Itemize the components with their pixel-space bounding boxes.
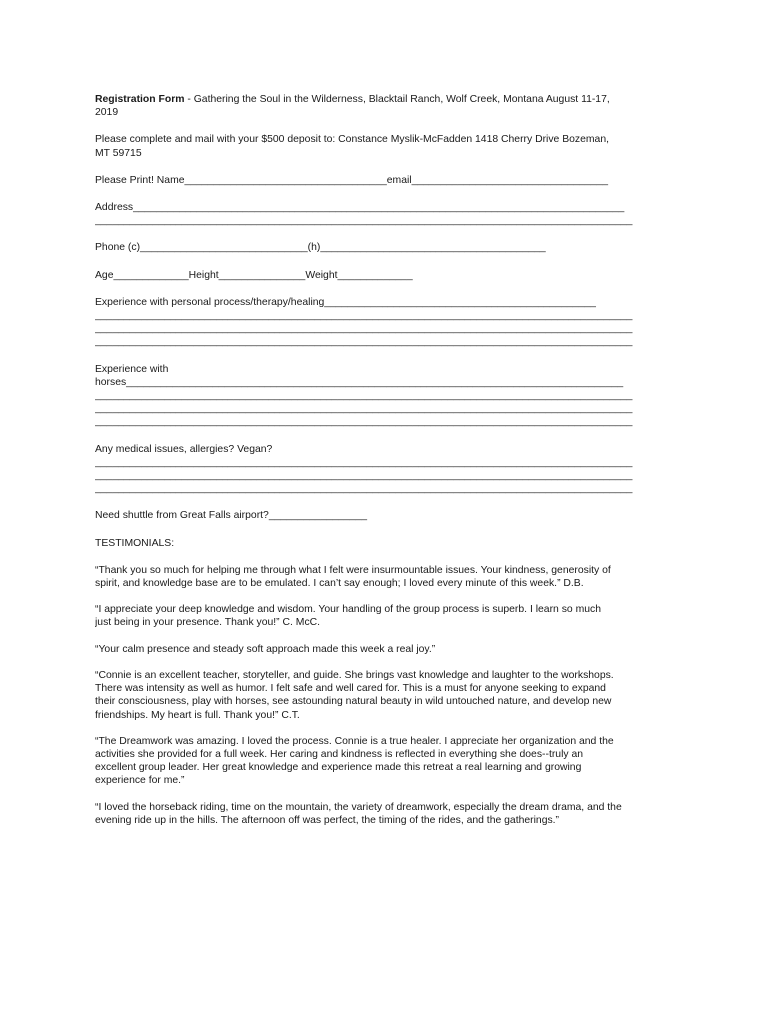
testimonial-3 (95, 643, 677, 656)
title-line-2: 2019 (95, 107, 119, 119)
testimonial-4 (95, 669, 677, 722)
horse-exp-label: Experience with (95, 363, 169, 375)
testimonial-6-line-1: “I loved the horseback riding, time on the mountain, the variety of dreamwork, especially the dream drama, and the (95, 801, 622, 813)
personal-exp-line-3[interactable]: _____________________________________________________________________________________________ (95, 323, 633, 335)
testimonial-1 (95, 564, 677, 590)
medical-line-2[interactable]: _____________________________________________________________________________________________ (95, 470, 633, 482)
medical-line-1[interactable]: _____________________________________________________________________________________________ (95, 456, 633, 468)
horse-exp-line-3[interactable]: _____________________________________________________________________________________________ (95, 403, 633, 415)
horse-experience-field[interactable] (95, 363, 677, 429)
testimonial-1-line-1: “Thank you so much for helping me through what I felt were insurmountable issues. Your kindness, generosity of (95, 564, 611, 576)
horse-exp-line-4[interactable]: _____________________________________________________________________________________________ (95, 416, 633, 428)
testimonial-2-line-1: “I appreciate your deep knowledge and wisdom. Your handling of the group process is superb. I learn so much (95, 604, 601, 616)
title-line-1 (95, 93, 677, 106)
testimonial-4-line-4: friendships. My heart is full. Thank you!” C.T. (95, 709, 300, 721)
testimonial-6-line-2: evening ride up in the hills. The afternoon off was perfect, the timing of the rides, and the gatherings.” (95, 814, 560, 826)
name-email-field[interactable]: Please Print! Name___________________________________email__________________________________ (95, 174, 609, 186)
registration-form-page (95, 93, 677, 840)
testimonial-3-line-1: “Your calm presence and steady soft approach made this week a real joy.” (95, 643, 436, 655)
testimonial-5-line-3: excellent group leader. Her great knowledge and experience made this retreat a real learning and growing (95, 762, 582, 774)
title-bold: Registration Form (95, 94, 185, 105)
personal-exp-line-1[interactable]: Experience with personal process/therapy/healing_______________________________________________ (95, 296, 596, 308)
title-rest: - Gathering the Soul in the Wilderness, Blacktail Ranch, Wolf Creek, Montana August 11-17, (184, 94, 610, 105)
address-field[interactable] (95, 201, 677, 227)
horse-exp-line-2[interactable]: _____________________________________________________________________________________________ (95, 390, 633, 402)
testimonial-4-line-3: their consciousness, play with horses, see astounding natural beauty in wild untouched nature, and develop new (95, 696, 612, 708)
shuttle-field[interactable]: Need shuttle from Great Falls airport?_________________ (95, 510, 368, 522)
mailing-instructions (95, 133, 677, 159)
testimonial-1-line-2: spirit, and knowledge base are to be emulated. I can’t say enough; I loved every minute of this week.” D.B. (95, 578, 584, 590)
testimonial-2 (95, 603, 677, 629)
age-height-weight-field[interactable]: Age_____________Height_______________Weight_____________ (95, 269, 413, 281)
testimonial-2-line-2: just being in your presence. Thank you!” C. McC. (95, 617, 321, 629)
personal-experience-field[interactable] (95, 296, 677, 349)
form-title (95, 93, 677, 119)
horse-exp-line-1[interactable]: horses______________________________________________________________________________________ (95, 376, 624, 388)
medical-field[interactable] (95, 443, 677, 496)
address-line-1[interactable]: Address_____________________________________________________________________________________ (95, 202, 625, 214)
testimonial-5-line-1: “The Dreamwork was amazing. I loved the process. Connie is a true healer. I appreciate her organization and the (95, 735, 614, 747)
testimonial-5-line-4: experience for me.” (95, 775, 185, 787)
personal-exp-line-2[interactable]: _____________________________________________________________________________________________ (95, 310, 633, 322)
testimonial-6 (95, 801, 677, 827)
address-line-2[interactable]: _____________________________________________________________________________________________ (95, 215, 633, 227)
testimonial-4-line-1: “Connie is an excellent teacher, storyteller, and guide. She brings vast knowledge and laughter to the workshops. (95, 669, 614, 681)
testimonial-5 (95, 735, 677, 788)
medical-label: Any medical issues, allergies? Vegan? (95, 443, 273, 455)
phone-field[interactable]: Phone (c)_____________________________(h)_______________________________________ (95, 242, 546, 254)
mail-line-2: MT 59715 (95, 147, 142, 159)
personal-exp-line-4[interactable]: _____________________________________________________________________________________________ (95, 336, 633, 348)
testimonial-4-line-2: There was intensity as well as humor. I felt safe and well cared for. This is a must for anyone seeking to expand (95, 683, 606, 695)
testimonials-heading: TESTIMONIALS: (95, 537, 175, 549)
mail-line-1: Please complete and mail with your $500 deposit to: Constance Myslik-McFadden 1418 Cherry Drive Bozeman, (95, 134, 610, 146)
medical-line-3[interactable]: _____________________________________________________________________________________________ (95, 483, 633, 495)
testimonial-5-line-2: activities she provided for a full week. Her caring and kindness is reflected in everything she does--truly an (95, 748, 584, 760)
